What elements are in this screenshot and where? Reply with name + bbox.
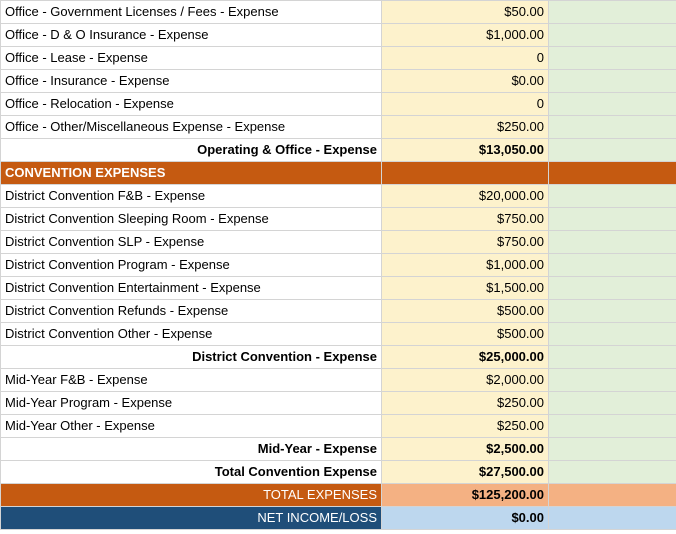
row-label-cell[interactable]: CONVENTION EXPENSES	[1, 162, 382, 185]
total-expenses-row	[1, 484, 676, 507]
row-label-cell[interactable]: Office - Other/Miscellaneous Expense - Expense	[1, 116, 382, 139]
expense-row	[1, 369, 676, 392]
amount-cell[interactable]: $750.00	[382, 231, 549, 254]
row-label-cell[interactable]: District Convention Program - Expense	[1, 254, 382, 277]
row-label-cell[interactable]: Mid-Year Program - Expense	[1, 392, 382, 415]
expense-row	[1, 70, 676, 93]
expense-row	[1, 392, 676, 415]
amount-cell[interactable]: $250.00	[382, 392, 549, 415]
expense-row	[1, 24, 676, 47]
amount-cell[interactable]: 0	[382, 93, 549, 116]
empty-cell[interactable]	[549, 47, 676, 70]
empty-cell[interactable]	[549, 300, 676, 323]
row-label-cell[interactable]: District Convention Refunds - Expense	[1, 300, 382, 323]
empty-cell[interactable]	[549, 24, 676, 47]
empty-cell[interactable]	[549, 392, 676, 415]
amount-cell[interactable]: $27,500.00	[382, 461, 549, 484]
amount-cell[interactable]: $1,500.00	[382, 277, 549, 300]
budget-table-body	[1, 1, 676, 530]
amount-cell[interactable]: $125,200.00	[382, 484, 549, 507]
empty-cell[interactable]	[549, 254, 676, 277]
amount-cell[interactable]: $250.00	[382, 415, 549, 438]
expense-row	[1, 116, 676, 139]
net-income-row	[1, 507, 676, 530]
expense-row	[1, 254, 676, 277]
expense-row	[1, 93, 676, 116]
empty-cell[interactable]	[549, 346, 676, 369]
amount-cell[interactable]: $50.00	[382, 1, 549, 24]
empty-cell[interactable]	[549, 162, 676, 185]
empty-cell[interactable]	[549, 185, 676, 208]
row-label-cell[interactable]: Office - Government Licenses / Fees - Expense	[1, 1, 382, 24]
row-label-cell[interactable]: District Convention Entertainment - Expense	[1, 277, 382, 300]
section-header-row	[1, 162, 676, 185]
empty-cell[interactable]	[549, 438, 676, 461]
row-label-cell[interactable]: District Convention - Expense	[1, 346, 382, 369]
empty-cell[interactable]	[549, 277, 676, 300]
empty-cell[interactable]	[549, 116, 676, 139]
amount-cell[interactable]: $500.00	[382, 323, 549, 346]
amount-cell[interactable]: $250.00	[382, 116, 549, 139]
row-label-cell[interactable]: NET INCOME/LOSS	[1, 507, 382, 530]
expense-row	[1, 415, 676, 438]
subtotal-row	[1, 438, 676, 461]
amount-cell[interactable]: $750.00	[382, 208, 549, 231]
empty-cell[interactable]	[549, 415, 676, 438]
row-label-cell[interactable]: Office - D & O Insurance - Expense	[1, 24, 382, 47]
row-label-cell[interactable]: Mid-Year F&B - Expense	[1, 369, 382, 392]
row-label-cell[interactable]: Operating & Office - Expense	[1, 139, 382, 162]
empty-cell[interactable]	[549, 507, 676, 530]
empty-cell[interactable]	[549, 70, 676, 93]
expense-row	[1, 208, 676, 231]
row-label-cell[interactable]: District Convention F&B - Expense	[1, 185, 382, 208]
expense-row	[1, 47, 676, 70]
empty-cell[interactable]	[549, 93, 676, 116]
subtotal-row	[1, 346, 676, 369]
expense-row	[1, 185, 676, 208]
expense-row	[1, 1, 676, 24]
empty-cell[interactable]	[549, 323, 676, 346]
amount-cell[interactable]: $20,000.00	[382, 185, 549, 208]
subtotal-row	[1, 139, 676, 162]
subtotal-row	[1, 461, 676, 484]
row-label-cell[interactable]: Office - Relocation - Expense	[1, 93, 382, 116]
row-label-cell[interactable]: Office - Insurance - Expense	[1, 70, 382, 93]
empty-cell[interactable]	[549, 461, 676, 484]
amount-cell[interactable]: $500.00	[382, 300, 549, 323]
amount-cell[interactable]: $13,050.00	[382, 139, 549, 162]
amount-cell[interactable]: $1,000.00	[382, 24, 549, 47]
amount-cell[interactable]: $2,500.00	[382, 438, 549, 461]
empty-cell[interactable]	[549, 231, 676, 254]
empty-cell[interactable]	[549, 484, 676, 507]
row-label-cell[interactable]: Total Convention Expense	[1, 461, 382, 484]
row-label-cell[interactable]: District Convention SLP - Expense	[1, 231, 382, 254]
row-label-cell[interactable]: TOTAL EXPENSES	[1, 484, 382, 507]
row-label-cell[interactable]: Mid-Year Other - Expense	[1, 415, 382, 438]
expense-row	[1, 277, 676, 300]
amount-cell[interactable]: 0	[382, 47, 549, 70]
empty-cell[interactable]	[549, 1, 676, 24]
amount-cell[interactable]	[382, 162, 549, 185]
amount-cell[interactable]: $2,000.00	[382, 369, 549, 392]
expense-row	[1, 323, 676, 346]
row-label-cell[interactable]: District Convention Sleeping Room - Expense	[1, 208, 382, 231]
empty-cell[interactable]	[549, 139, 676, 162]
amount-cell[interactable]: $1,000.00	[382, 254, 549, 277]
expense-row	[1, 300, 676, 323]
row-label-cell[interactable]: District Convention Other - Expense	[1, 323, 382, 346]
amount-cell[interactable]: $0.00	[382, 507, 549, 530]
expense-row	[1, 231, 676, 254]
empty-cell[interactable]	[549, 208, 676, 231]
row-label-cell[interactable]: Mid-Year - Expense	[1, 438, 382, 461]
amount-cell[interactable]: $25,000.00	[382, 346, 549, 369]
amount-cell[interactable]: $0.00	[382, 70, 549, 93]
empty-cell[interactable]	[549, 369, 676, 392]
row-label-cell[interactable]: Office - Lease - Expense	[1, 47, 382, 70]
